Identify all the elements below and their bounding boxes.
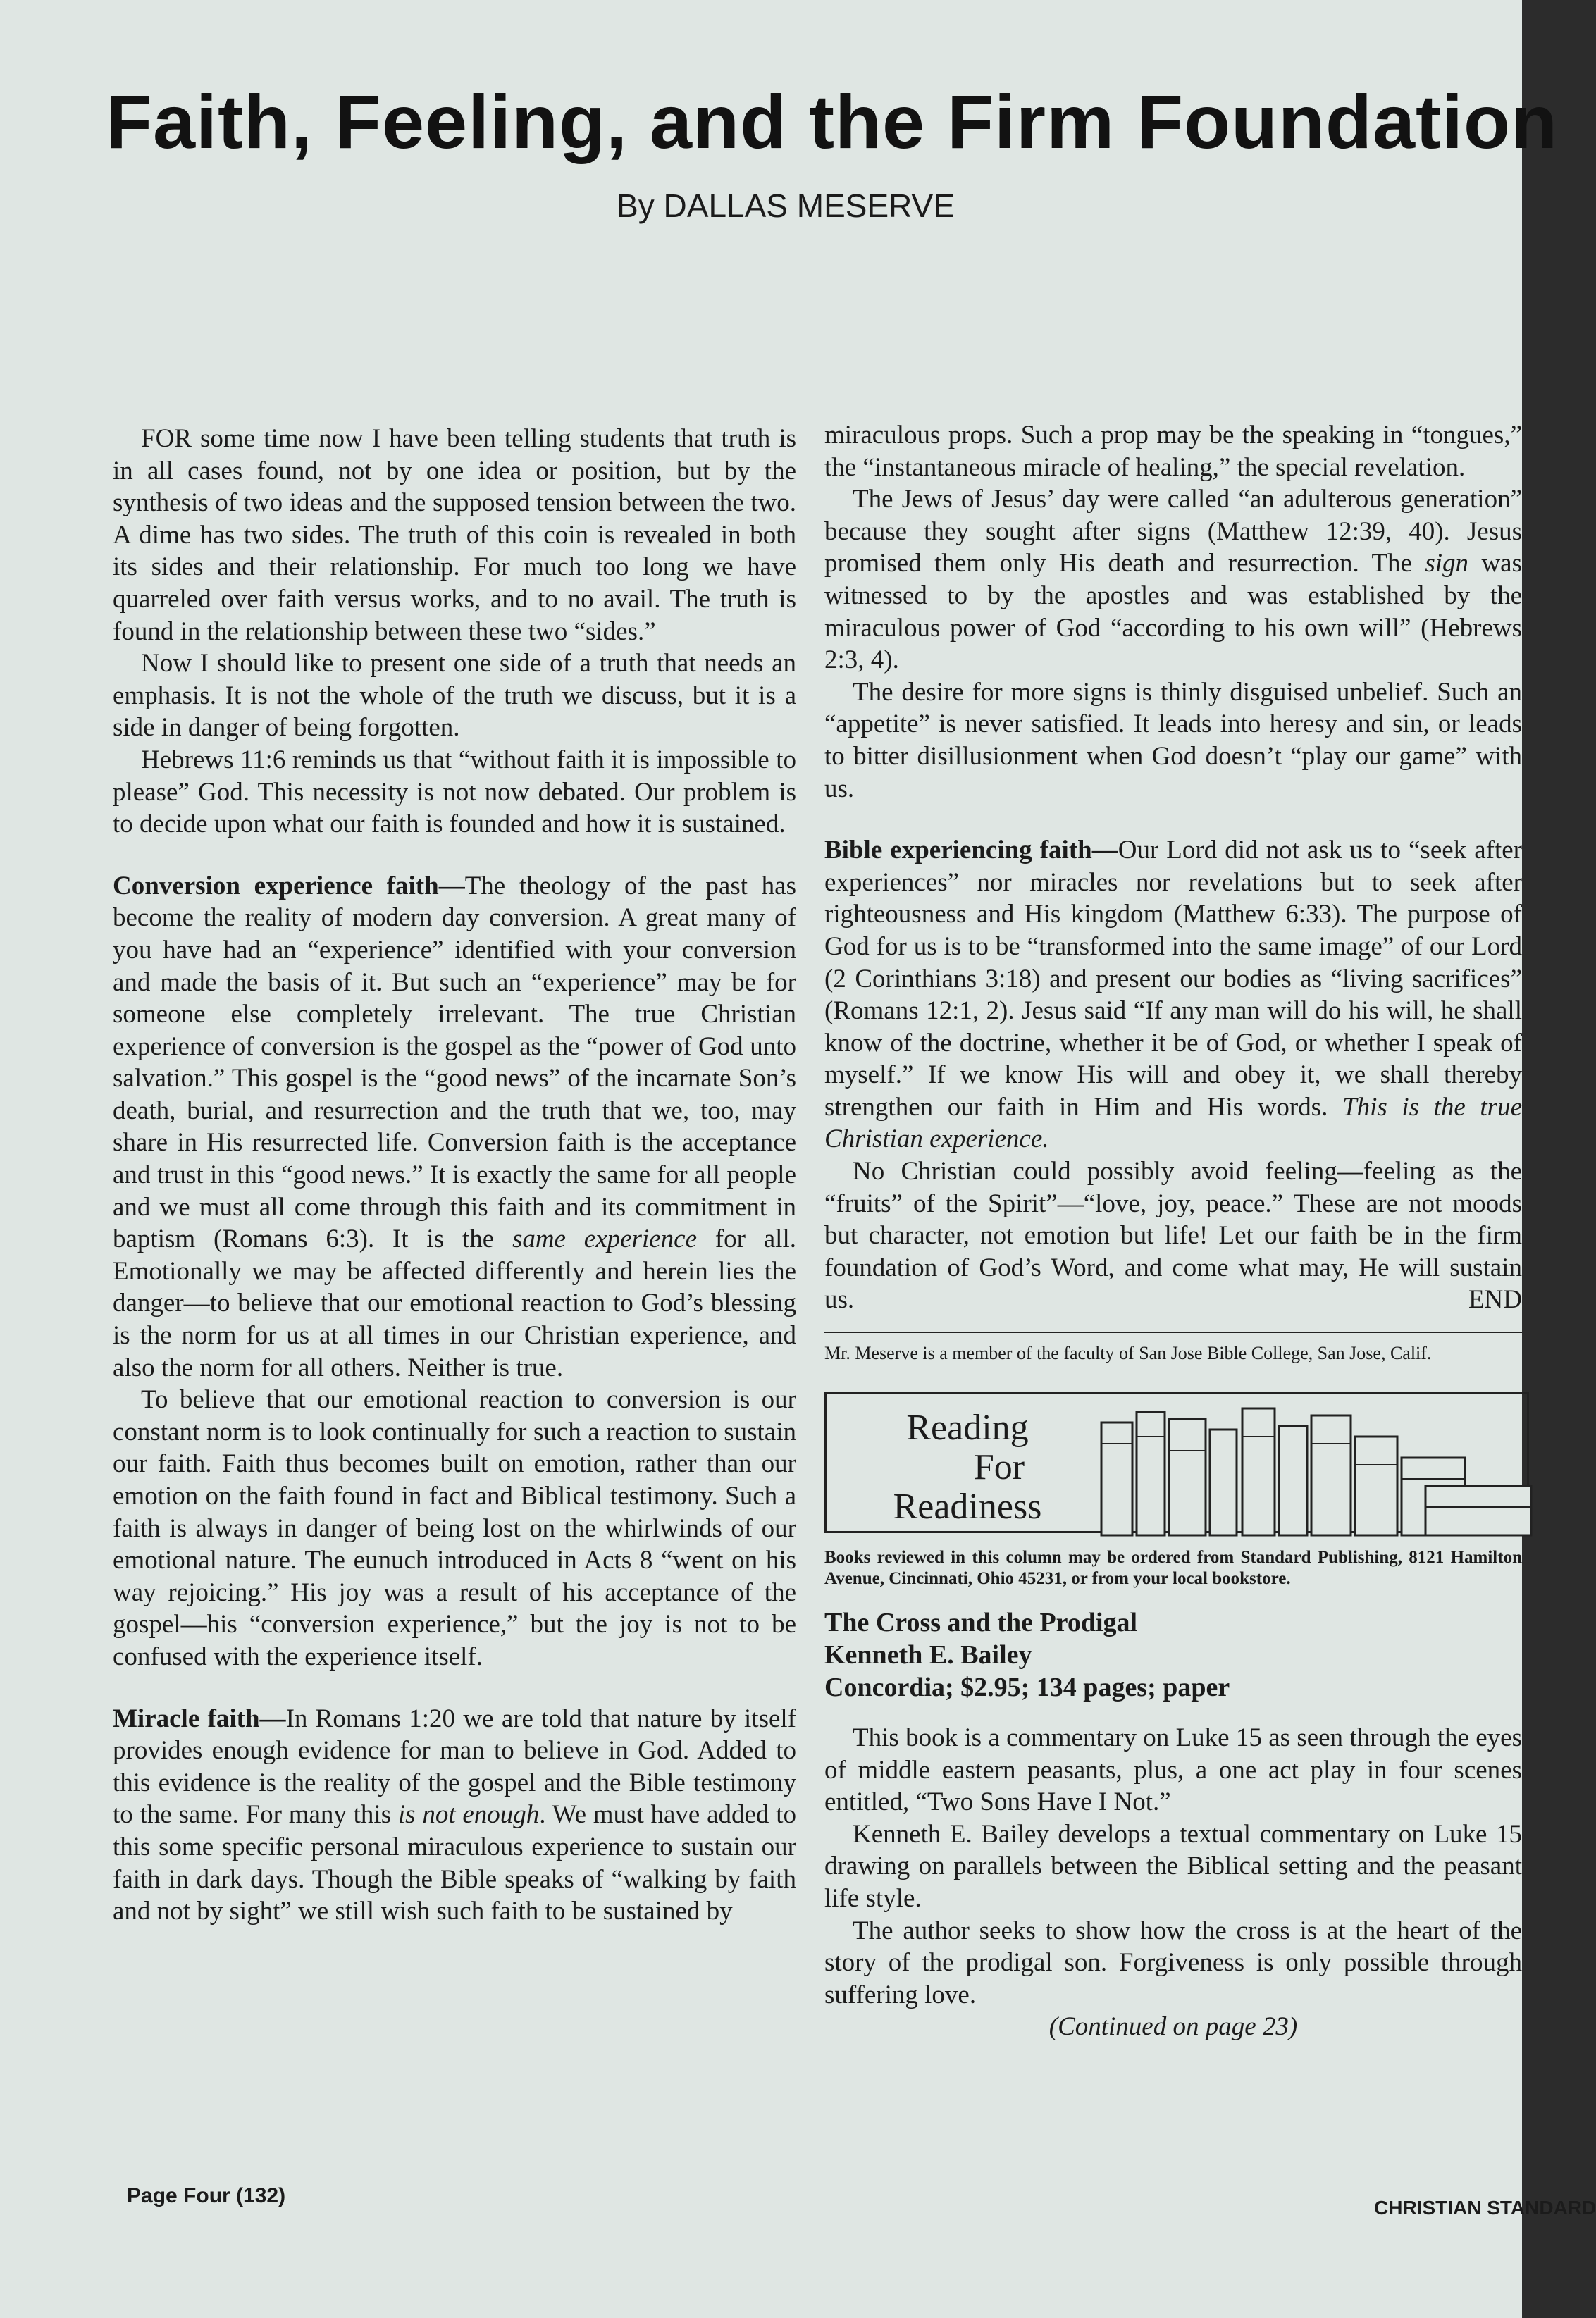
paragraph-text: In Romans 1:20 we are told that nature by itself provides enough evidence for man to believe in God. Added to this evidence is the reality of the gospel and the Bible testimony to the same. For many this bbox=[113, 1704, 796, 1830]
left-column bbox=[113, 423, 796, 1928]
section-heading: Bible experiencing faith— bbox=[824, 836, 1118, 865]
book-details bbox=[824, 1606, 1522, 1704]
paragraph-text: The Jews of Jesus’ day were called “an adulterous generation” because they sought after signs (Matthew 12:39, 40). Jesus promised them only His death and resurrection. The bbox=[824, 485, 1522, 578]
paragraph-text: Our Lord did not ask us to “seek after experiences” nor miracles nor revelations but to seek after righteousness and His kingdom (Matthew 6:33). The purpose of God for us is to be “transformed into the same image” of our Lord (2 Corinthians 3:18) and present our bodies as “living sacrifices” (Romans 12:1, 2). Jesus said “If any man will do his will, he shall know of the doctrine, whether it be of God, or whether I speak of myself.” If we know His will and obey it, we shall thereby strengthen our faith in Him and His words. bbox=[824, 836, 1522, 1122]
paragraph: Kenneth E. Bailey develops a textual commentary on Luke 15 drawing on parallels between the Biblical setting and the peasant life style. bbox=[824, 1819, 1522, 1913]
reading-for-readiness-banner bbox=[824, 1392, 1529, 1533]
paragraph-text: was witnessed to by the apostles and was established by the miraculous power of God “according to his own will” (Hebrews 2:3, 4). bbox=[824, 549, 1522, 675]
paragraph-text: The theology of the past has become the reality of modern day conversion. A great many of you have had an “experience” identified with your conversion and made the basis of it. But such an “experience” may be for someone else completely irrelevant. The true Christian experience of conversion is the gospel as the “power of God unto salvation.” This gospel is the “good news” of the incarnate Son’s death, burial, and resurrection and the truth that we, too, may share in His resurrected life. Conversion faith is the acceptance and trust in this “good news.” It is exactly the same for all people and we must all come through this faith and its commitment in baptism (Romans 6:3). It is the bbox=[113, 871, 796, 1254]
continued-note: (Continued on page 23) bbox=[1048, 2012, 1298, 2042]
emphasis-text: is not enough bbox=[397, 1800, 540, 1830]
paragraph bbox=[113, 870, 796, 1384]
paragraph-text: No Christian could possibly avoid feeling—feeling as the “fruits” of the Spirit”—“love, joy, peace.” These are not moods but character, not emotion but life! Let our faith be in the firm foundation of God’s Word, and come what may, He will sustain us. bbox=[824, 1157, 1522, 1315]
paragraph bbox=[824, 1155, 1522, 1316]
book-publisher: Concordia; $2.95; 134 pages; paper bbox=[824, 1673, 1230, 1703]
banner-title-line: Reading bbox=[906, 1408, 1029, 1449]
paragraph bbox=[113, 1703, 796, 1928]
paragraph: The author seeks to show how the cross is at the heart of the story of the prodigal son. Forgiveness is only possible through suffering love. bbox=[824, 1916, 1522, 2009]
author-bio: Mr. Meserve is a member of the faculty of San Jose Bible College, San Jose, Calif. bbox=[824, 1332, 1522, 1364]
paragraph: miraculous props. Such a prop may be the speaking in “tongues,” the “instantaneous miracle of healing,” the special revelation. bbox=[824, 421, 1522, 482]
paragraph-text: . We must have added to this some specific personal miraculous experience to sustain our faith in dark days. Though the Bible speaks of “walking by faith and not by sight” we still wish such faith to be sustained by bbox=[113, 1800, 796, 1926]
right-column bbox=[824, 419, 1522, 2043]
article-headline: Faith, Feeling, and the Firm Foundation bbox=[106, 79, 1558, 164]
paragraph bbox=[824, 834, 1522, 1155]
paragraph: Now I should like to present one side of a truth that needs an emphasis. It is not the whole of the truth we discuss, but it is a side in danger of being forgotten. bbox=[113, 649, 796, 743]
paragraph: FOR some time now I have been telling students that truth is in all cases found, not by one idea or position, but by the synthesis of two ideas and the supposed tension between the two. A dime has two sides. The truth of this coin is revealed in both its sides and their relationship. For much too long we have quarreled over faith versus works, and to no avail. The truth is found in the relationship between these two “sides.” bbox=[113, 424, 796, 646]
end-mark: END bbox=[1468, 1285, 1522, 1315]
banner-title-line: For bbox=[973, 1447, 1025, 1488]
emphasis-text: sign bbox=[1425, 549, 1469, 578]
paragraph-text: for all. Emotionally we may be affected differently and herein lies the danger—to believe that our emotional reaction to God’s blessing is the norm for us at all times in our Christian experience, and also the norm for all others. Neither is true. bbox=[113, 1225, 796, 1382]
section-heading: Conversion experience faith— bbox=[113, 871, 465, 900]
paragraph: To believe that our emotional reaction to conversion is our constant norm is to look continually for such a reaction to sustain our faith. Faith thus becomes built on emotion, rather than our emotion on the faith found in fact and Biblical testimony. Such a faith is always in danger of being lost on the whirlwinds of our emotional nature. The eunuch introduced in Acts 8 “went on his way rejoicing.” His joy was a result of his acceptance of the gospel—his “conversion experience,” but the joy is not to be confused with the experience itself. bbox=[113, 1385, 796, 1671]
paragraph: This book is a commentary on Luke 15 as seen through the eyes of middle eastern peasants, plus, a one act play in four scenes entitled, “Two Sons Have I Not.” bbox=[824, 1723, 1522, 1817]
emphasis-text: This is the true Christian experience. bbox=[824, 1092, 1522, 1154]
banner-title-line: Readiness bbox=[893, 1487, 1042, 1527]
paragraph: Hebrews 11:6 reminds us that “without faith it is impossible to please” God. This necessity is not now debated. Our problem is to decide upon what our faith is founded and how it is sustained. bbox=[113, 745, 796, 839]
book-author: Kenneth E. Bailey bbox=[824, 1640, 1032, 1671]
publication-name: CHRISTIAN STANDARD bbox=[1374, 2197, 1596, 2219]
book-title: The Cross and the Prodigal bbox=[824, 1608, 1138, 1638]
paragraph bbox=[824, 483, 1522, 676]
paragraph: The desire for more signs is thinly disguised unbelief. Such an “appetite” is never satisfied. It leads into heresy and sin, or leads to bitter disillusionment when God doesn’t “play our game” with us. bbox=[824, 677, 1522, 803]
emphasis-text: same experience bbox=[512, 1225, 697, 1254]
books-illustration-icon bbox=[1094, 1394, 1531, 1535]
banner-title bbox=[841, 1408, 1094, 1527]
article-byline: By DALLAS MESERVE bbox=[617, 187, 955, 224]
section-heading: Miracle faith— bbox=[113, 1704, 286, 1733]
review-order-note: Books reviewed in this column may be ordered from Standard Publishing, 8121 Hamilton Avenue, Cincinnati, Ohio 45231, or from your local bookstore. bbox=[824, 1548, 1522, 1589]
page-number: Page Four (132) bbox=[127, 2184, 286, 2207]
